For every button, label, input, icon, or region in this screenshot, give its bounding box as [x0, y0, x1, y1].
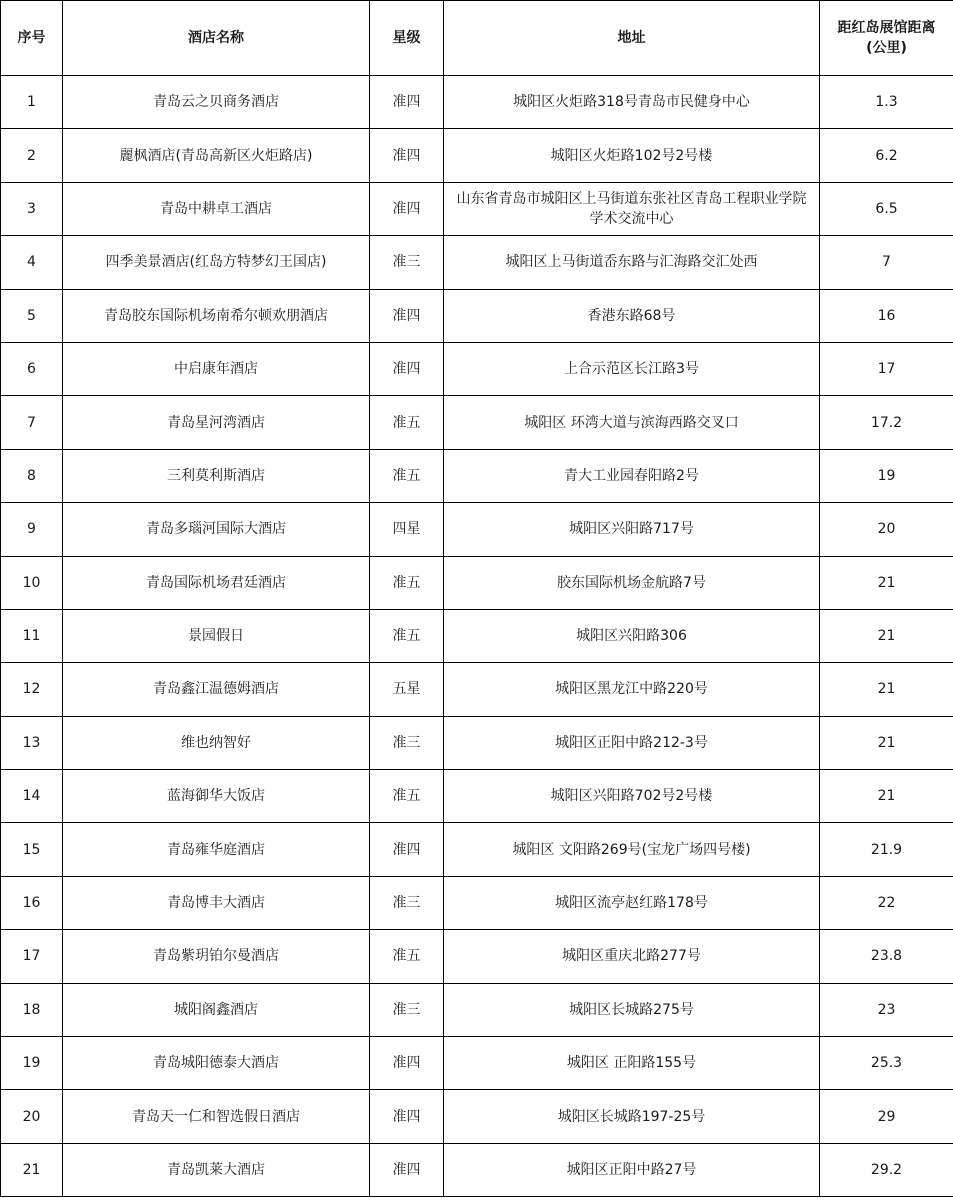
table-row: [1, 1037, 953, 1090]
table-row: [1, 129, 953, 182]
cell-distance: 22: [820, 876, 953, 929]
cell-index: 16: [1, 876, 63, 929]
header-distance: [820, 1, 953, 76]
cell-distance: 21.9: [820, 823, 953, 876]
cell-distance: 21: [820, 716, 953, 769]
cell-distance: 16: [820, 289, 953, 342]
cell-index: 9: [1, 503, 63, 556]
cell-index: 7: [1, 396, 63, 449]
cell-name: 中启康年酒店: [63, 342, 370, 395]
cell-index: 1: [1, 76, 63, 129]
cell-star: 准五: [370, 609, 444, 662]
cell-star: 准四: [370, 129, 444, 182]
cell-distance: 1.3: [820, 76, 953, 129]
header-distance-line2: (公里): [866, 40, 907, 56]
cell-index: 13: [1, 716, 63, 769]
cell-distance: 21: [820, 609, 953, 662]
table-row: [1, 449, 953, 502]
cell-address: 城阳区正阳中路27号: [444, 1143, 820, 1196]
table-row: [1, 236, 953, 289]
cell-index: 3: [1, 182, 63, 235]
cell-address: 城阳区上马街道岙东路与汇海路交汇处西: [444, 236, 820, 289]
table-header-row: [1, 1, 953, 76]
cell-address: 上合示范区长江路3号: [444, 342, 820, 395]
table-row: [1, 663, 953, 716]
table-row: [1, 770, 953, 823]
cell-address: 青大工业园春阳路2号: [444, 449, 820, 502]
cell-name: 四季美景酒店(红岛方特梦幻王国店): [63, 236, 370, 289]
table-row: [1, 503, 953, 556]
cell-distance: 7: [820, 236, 953, 289]
cell-name: 青岛中耕卓工酒店: [63, 182, 370, 235]
table-row: [1, 876, 953, 929]
cell-address: 胶东国际机场金航路7号: [444, 556, 820, 609]
cell-index: 11: [1, 609, 63, 662]
header-distance-line1: 距红岛展馆距离: [837, 20, 936, 36]
cell-index: 12: [1, 663, 63, 716]
cell-name: 青岛鑫江温德姆酒店: [63, 663, 370, 716]
cell-name: 城阳阁鑫酒店: [63, 983, 370, 1036]
cell-address: 山东省青岛市城阳区上马街道东张社区青岛工程职业学院学术交流中心: [444, 182, 820, 235]
cell-address: 城阳区流亭赵红路178号: [444, 876, 820, 929]
cell-star: 五星: [370, 663, 444, 716]
cell-address: 城阳区兴阳路702号2号楼: [444, 770, 820, 823]
header-index: 序号: [1, 1, 63, 76]
cell-address: 城阳区火炬路102号2号楼: [444, 129, 820, 182]
table-row: [1, 182, 953, 235]
table-row: [1, 930, 953, 983]
cell-star: 准五: [370, 930, 444, 983]
table-row: [1, 289, 953, 342]
header-address: 地址: [444, 1, 820, 76]
table-row: [1, 609, 953, 662]
cell-star: 准四: [370, 823, 444, 876]
cell-name: 三利莫利斯酒店: [63, 449, 370, 502]
cell-star: 准三: [370, 876, 444, 929]
cell-address: 城阳区长城路275号: [444, 983, 820, 1036]
cell-distance: 17.2: [820, 396, 953, 449]
cell-address: 城阳区重庆北路277号: [444, 930, 820, 983]
cell-name: 青岛胶东国际机场南希尔顿欢朋酒店: [63, 289, 370, 342]
cell-distance: 23: [820, 983, 953, 1036]
cell-index: 19: [1, 1037, 63, 1090]
table-row: [1, 1090, 953, 1143]
cell-star: 准四: [370, 182, 444, 235]
cell-name: 青岛雍华庭酒店: [63, 823, 370, 876]
cell-distance: 29.2: [820, 1143, 953, 1196]
cell-distance: 6.2: [820, 129, 953, 182]
cell-name: 青岛国际机场君廷酒店: [63, 556, 370, 609]
cell-distance: 6.5: [820, 182, 953, 235]
cell-address: 城阳区 环湾大道与滨海西路交叉口: [444, 396, 820, 449]
cell-address: 城阳区火炬路318号青岛市民健身中心: [444, 76, 820, 129]
cell-name: 青岛凯莱大酒店: [63, 1143, 370, 1196]
cell-index: 6: [1, 342, 63, 395]
table-row: [1, 823, 953, 876]
cell-star: 四星: [370, 503, 444, 556]
cell-index: 14: [1, 770, 63, 823]
header-name: 酒店名称: [63, 1, 370, 76]
cell-distance: 20: [820, 503, 953, 556]
table-row: [1, 342, 953, 395]
cell-distance: 21: [820, 770, 953, 823]
cell-name: 维也纳智好: [63, 716, 370, 769]
cell-address: 城阳区正阳中路212-3号: [444, 716, 820, 769]
table-row: [1, 556, 953, 609]
cell-index: 10: [1, 556, 63, 609]
table-body: [1, 76, 953, 1197]
cell-address: 城阳区 正阳路155号: [444, 1037, 820, 1090]
cell-star: 准五: [370, 449, 444, 502]
cell-index: 15: [1, 823, 63, 876]
cell-index: 20: [1, 1090, 63, 1143]
cell-star: 准五: [370, 770, 444, 823]
cell-star: 准四: [370, 76, 444, 129]
cell-distance: 17: [820, 342, 953, 395]
cell-star: 准三: [370, 983, 444, 1036]
cell-star: 准四: [370, 342, 444, 395]
table-row: [1, 716, 953, 769]
cell-address: 城阳区兴阳路717号: [444, 503, 820, 556]
table-row: [1, 983, 953, 1036]
cell-index: 18: [1, 983, 63, 1036]
cell-distance: 23.8: [820, 930, 953, 983]
cell-address: 城阳区长城路197-25号: [444, 1090, 820, 1143]
cell-index: 21: [1, 1143, 63, 1196]
table-row: [1, 76, 953, 129]
cell-distance: 21: [820, 663, 953, 716]
cell-address: 香港东路68号: [444, 289, 820, 342]
cell-distance: 25.3: [820, 1037, 953, 1090]
cell-index: 8: [1, 449, 63, 502]
cell-star: 准三: [370, 716, 444, 769]
header-star: 星级: [370, 1, 444, 76]
cell-address: 城阳区 文阳路269号(宝龙广场四号楼): [444, 823, 820, 876]
cell-star: 准四: [370, 1090, 444, 1143]
cell-distance: 19: [820, 449, 953, 502]
cell-index: 2: [1, 129, 63, 182]
cell-name: 青岛博丰大酒店: [63, 876, 370, 929]
cell-index: 5: [1, 289, 63, 342]
cell-name: 景园假日: [63, 609, 370, 662]
cell-name: 青岛多瑙河国际大酒店: [63, 503, 370, 556]
cell-name: 青岛云之贝商务酒店: [63, 76, 370, 129]
cell-index: 17: [1, 930, 63, 983]
table-row: [1, 1143, 953, 1196]
cell-star: 准四: [370, 1037, 444, 1090]
cell-name: 麗枫酒店(青岛高新区火炬路店): [63, 129, 370, 182]
cell-distance: 21: [820, 556, 953, 609]
cell-star: 准五: [370, 396, 444, 449]
cell-star: 准四: [370, 289, 444, 342]
cell-name: 青岛天一仁和智选假日酒店: [63, 1090, 370, 1143]
table-row: [1, 396, 953, 449]
cell-name: 青岛城阳德泰大酒店: [63, 1037, 370, 1090]
cell-address: 城阳区黑龙江中路220号: [444, 663, 820, 716]
cell-name: 蓝海御华大饭店: [63, 770, 370, 823]
cell-name: 青岛紫玥铂尔曼酒店: [63, 930, 370, 983]
cell-star: 准四: [370, 1143, 444, 1196]
cell-index: 4: [1, 236, 63, 289]
cell-address: 城阳区兴阳路306: [444, 609, 820, 662]
cell-name: 青岛星河湾酒店: [63, 396, 370, 449]
cell-star: 准三: [370, 236, 444, 289]
cell-distance: 29: [820, 1090, 953, 1143]
cell-star: 准五: [370, 556, 444, 609]
